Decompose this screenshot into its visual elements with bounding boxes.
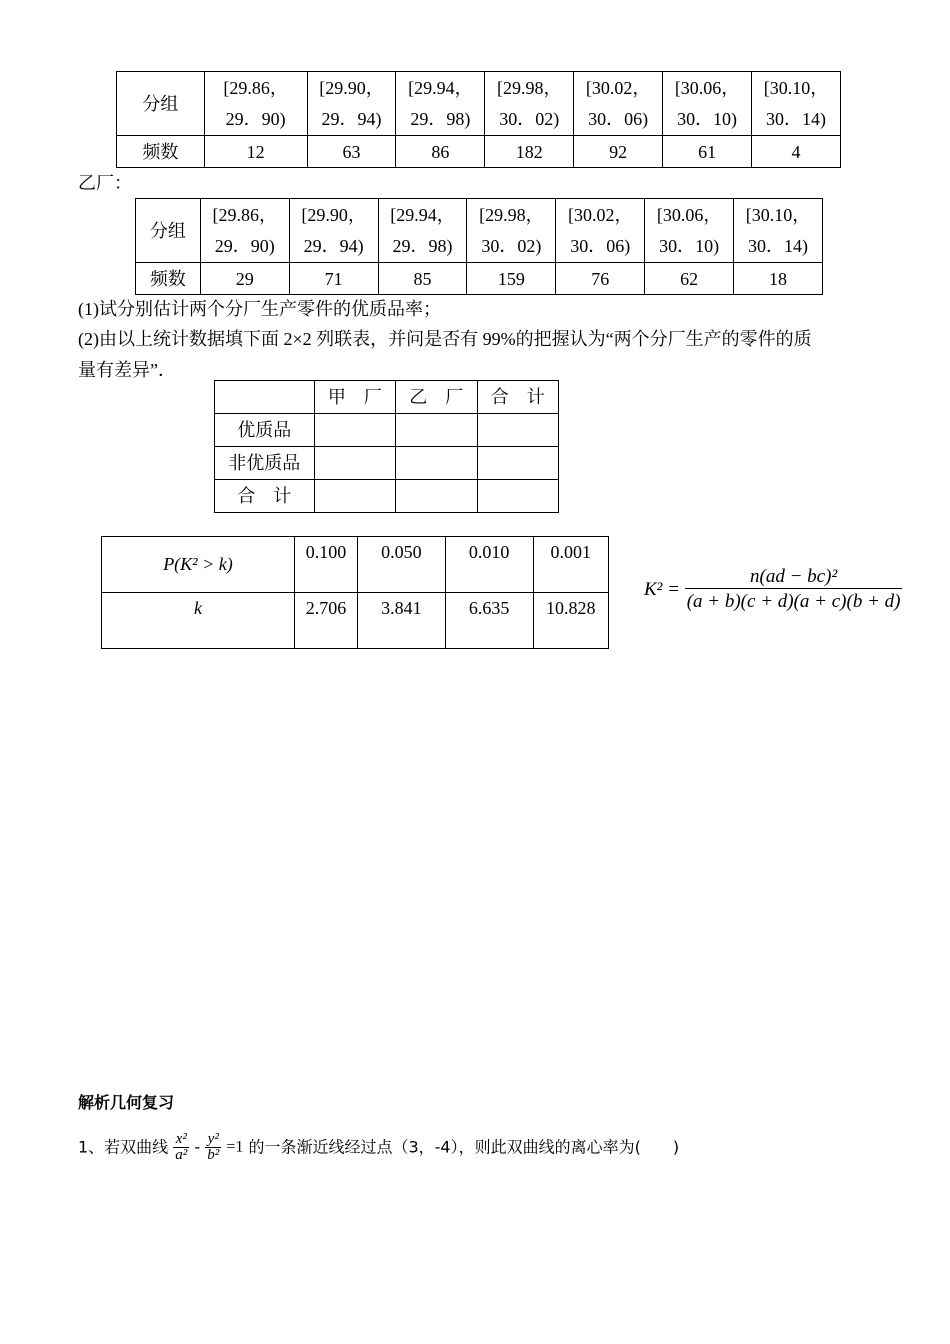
header-cell: 乙 厂	[396, 381, 477, 414]
formula-numerator: n(ad − bc)²	[685, 566, 903, 589]
group-cell: [29.94， 29．98)	[378, 199, 467, 263]
question-1: (1)试分别估计两个分厂生产零件的优质品率；	[78, 299, 441, 319]
group-label: 分组	[117, 72, 205, 136]
header-cell: 合 计	[477, 381, 558, 414]
freq-cell: 182	[485, 136, 574, 168]
group-cell: [30.10， 30．14)	[752, 72, 841, 136]
empty-cell[interactable]	[477, 414, 558, 447]
group-cell: [29.90， 29．94)	[289, 199, 378, 263]
empty-cell[interactable]	[396, 480, 477, 513]
freq-cell: 85	[378, 263, 467, 295]
group-cell: [29.86， 29．90)	[204, 72, 307, 136]
group-cell: [30.06， 30．10)	[645, 199, 734, 263]
p-value: 0.100	[294, 537, 357, 593]
y-numerator: y²	[205, 1132, 221, 1148]
freq-cell: 76	[556, 263, 645, 295]
freq-cell: 4	[752, 136, 841, 168]
group-cell: [29.98， 30．02)	[485, 72, 574, 136]
row-label: 非优质品	[215, 447, 315, 480]
equals-one: =1	[226, 1138, 244, 1156]
group-cell: [29.90， 29．94)	[307, 72, 396, 136]
freq-cell: 12	[204, 136, 307, 168]
section-title: 解析几何复习	[78, 1093, 175, 1112]
p-value: 0.001	[533, 537, 608, 593]
freq-cell: 92	[574, 136, 663, 168]
problem-1-suffix: 的一条渐近线经过点（3，-4），则此双曲线的离心率为( )	[248, 1137, 680, 1157]
x-numerator: x²	[173, 1132, 189, 1148]
question-2-line-2: 量有差异”．	[78, 360, 176, 380]
p-value: 0.010	[445, 537, 533, 593]
k-label: k	[102, 593, 295, 649]
row-label: 优质品	[215, 414, 315, 447]
group-cell: [29.86， 29．90)	[200, 199, 289, 263]
freq-cell: 62	[645, 263, 734, 295]
p-label: P(K² > k)	[102, 537, 295, 593]
empty-cell[interactable]	[314, 414, 395, 447]
y-fraction	[205, 1132, 221, 1163]
k-squared-formula	[644, 566, 902, 613]
group-cell: [29.98， 30．02)	[467, 199, 556, 263]
problem-1	[78, 1132, 679, 1163]
freq-cell: 86	[396, 136, 485, 168]
row-label: 合 计	[215, 480, 315, 513]
header-cell	[215, 381, 315, 414]
x-denominator: a²	[175, 1147, 188, 1163]
formula-fraction	[685, 566, 903, 613]
group-cell: [29.94， 29．98)	[396, 72, 485, 136]
group-label: 分组	[136, 199, 201, 263]
question-2-line-1: (2)由以上统计数据填下面 2×2 列联表，并问是否有 99%的把握认为“两个分厂生产的零件的质	[78, 329, 812, 349]
empty-cell[interactable]	[477, 447, 558, 480]
header-cell: 甲 厂	[314, 381, 395, 414]
formula-denominator: (a + b)(c + d)(a + c)(b + d)	[686, 591, 901, 612]
k-value: 2.706	[294, 593, 357, 649]
k-value: 10.828	[533, 593, 608, 649]
empty-cell[interactable]	[396, 447, 477, 480]
problem-1-prefix: 1、若双曲线	[78, 1137, 169, 1157]
k-value: 6.635	[445, 593, 533, 649]
freq-cell: 159	[467, 263, 556, 295]
empty-cell[interactable]	[477, 480, 558, 513]
y-denominator: b²	[207, 1147, 220, 1163]
minus-sign: -	[194, 1137, 201, 1157]
k-value: 3.841	[357, 593, 445, 649]
empty-cell[interactable]	[314, 447, 395, 480]
freq-cell: 61	[663, 136, 752, 168]
yi-frequency-table	[135, 198, 823, 295]
freq-cell: 63	[307, 136, 396, 168]
x-fraction	[173, 1132, 189, 1163]
empty-cell[interactable]	[314, 480, 395, 513]
group-cell: [30.10， 30．14)	[734, 199, 823, 263]
freq-label: 频数	[136, 263, 201, 295]
jia-frequency-table	[116, 71, 841, 168]
yi-factory-label: 乙厂：	[78, 173, 132, 193]
contingency-table	[214, 380, 559, 513]
freq-cell: 18	[734, 263, 823, 295]
freq-label: 频数	[117, 136, 205, 168]
freq-cell: 29	[200, 263, 289, 295]
group-cell: [30.02， 30．06)	[556, 199, 645, 263]
empty-cell[interactable]	[396, 414, 477, 447]
critical-value-table	[101, 536, 609, 649]
formula-lhs: K² =	[644, 578, 680, 600]
group-cell: [30.02， 30．06)	[574, 72, 663, 136]
freq-cell: 71	[289, 263, 378, 295]
p-value: 0.050	[357, 537, 445, 593]
group-cell: [30.06， 30．10)	[663, 72, 752, 136]
